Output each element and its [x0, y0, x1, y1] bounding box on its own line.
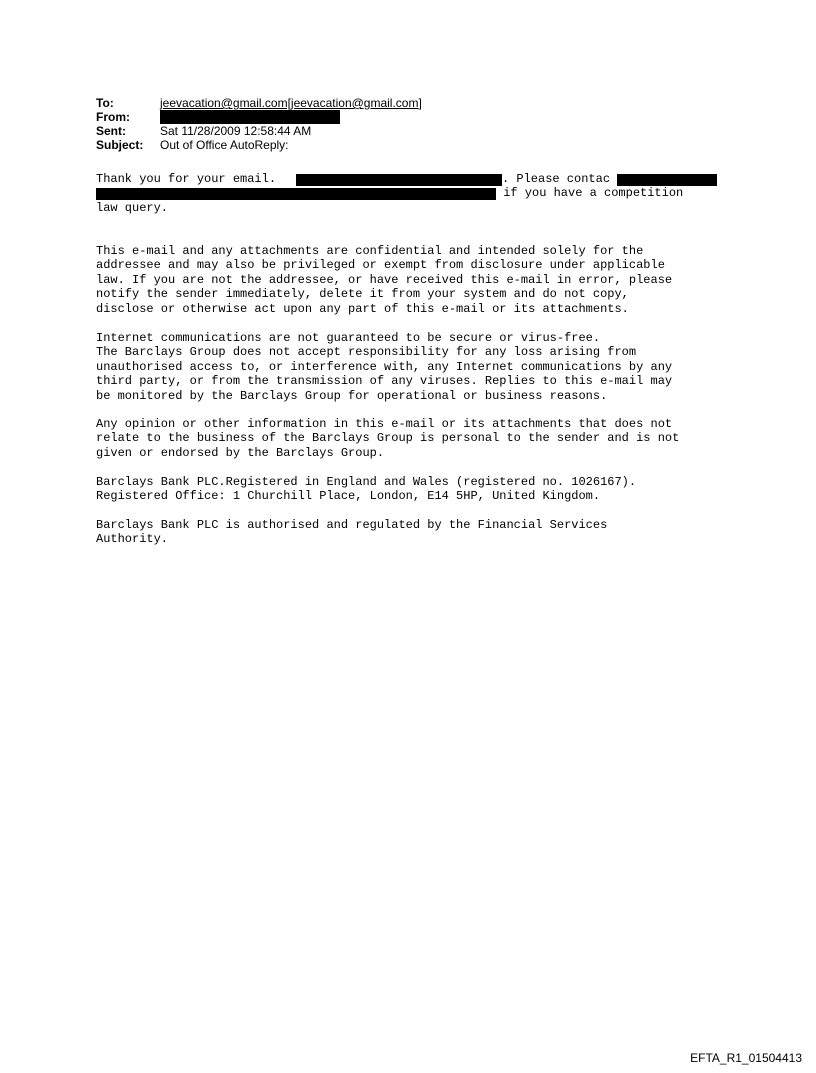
disclaimer-authorisation: Barclays Bank PLC is authorised and regulated by the Financial Services Authority.	[96, 518, 608, 547]
to-row	[96, 96, 422, 110]
disclaimer-internet: Internet communications are not guaranteed to be secure or virus-free. The Barclays Group does not accept responsibility for any loss arising from unauthorised access to, or interference with, any Internet communications by any third party, or from the transmission of any viruses. Replies to this e-mail may be monitored by the Barclays Group for operational or business reasons.	[96, 331, 673, 403]
from-row	[96, 110, 422, 124]
body-line-1-mid: . Please contac	[502, 172, 611, 186]
disclaimer-opinion: Any opinion or other information in this e-mail or its attachments that does not relate to the business of the Barclays Group is personal to the sender and is not given or endorsed by the Barclays Group.	[96, 417, 680, 460]
email-header-block	[96, 96, 422, 152]
subject-value: Out of Office AutoReply:	[160, 138, 289, 152]
subject-label: Subject:	[96, 138, 144, 152]
body-redaction-2	[617, 174, 717, 186]
from-label: From:	[96, 110, 130, 124]
from-redaction	[160, 110, 340, 124]
document-id: EFTA_R1_01504413	[690, 1051, 802, 1065]
to-value[interactable]: jeevacation@gmail.com[jeevacation@gmail.com]	[160, 96, 422, 110]
body-line-1-start: Thank you for your email.	[96, 172, 284, 186]
body-redaction-3	[96, 188, 496, 200]
to-label: To:	[96, 96, 114, 110]
body-redaction-1	[296, 174, 502, 186]
sent-value: Sat 11/28/2009 12:58:44 AM	[160, 124, 312, 138]
body-line-2-end: if you have a competition	[496, 186, 684, 200]
sent-label: Sent:	[96, 124, 126, 138]
subject-row	[96, 138, 422, 152]
sent-row	[96, 124, 422, 138]
disclaimer-confidentiality: This e-mail and any attachments are confidential and intended solely for the addressee and may also be privileged or exempt from disclosure under applicable law. If you are not the addressee, or have received this e-mail in error, please notify the sender immediately, delete it from your system and do not copy, disclose or otherwise act upon any part of this e-mail or its attachments.	[96, 244, 673, 316]
disclaimer-registration: Barclays Bank PLC.Registered in England and Wales (registered no. 1026167). Registered Office: 1 Churchill Place, London, E14 5HP, United Kingdom.	[96, 475, 637, 504]
body-line-3: law query.	[96, 201, 169, 215]
